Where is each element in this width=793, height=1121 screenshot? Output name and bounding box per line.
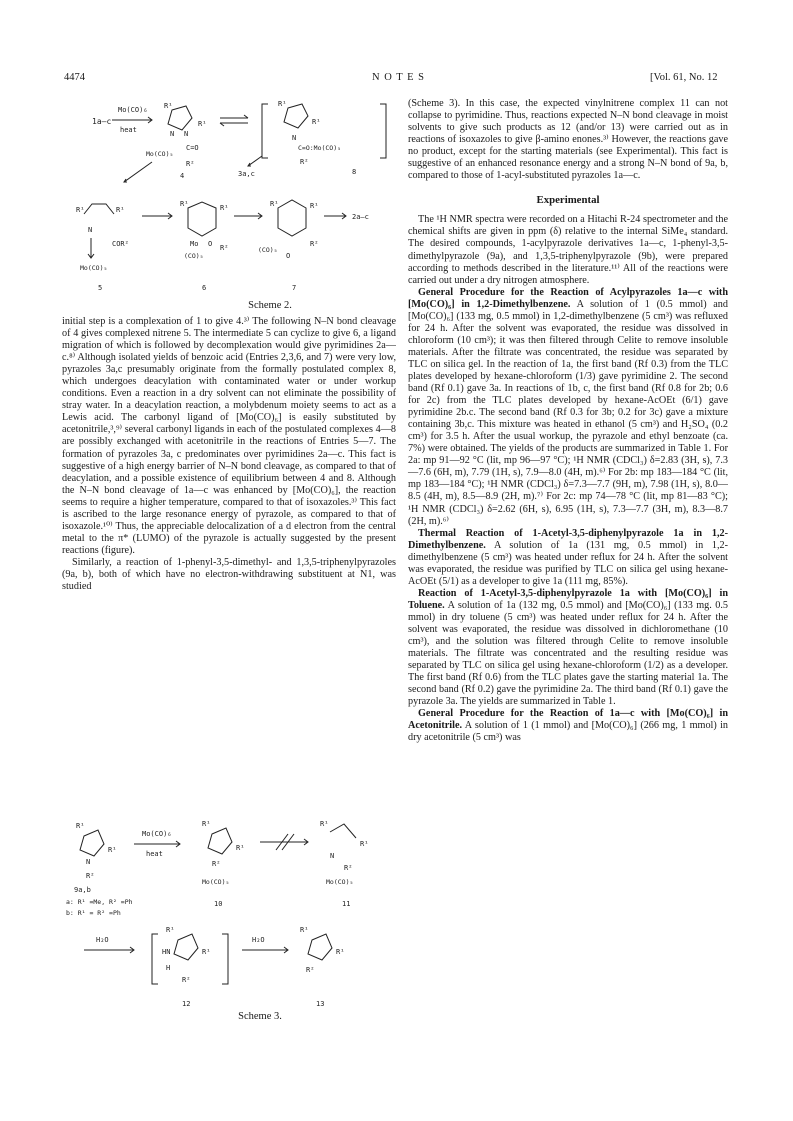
svg-text:R²: R² <box>344 864 353 872</box>
svg-text:Mo: Mo <box>190 240 199 248</box>
svg-text:R²: R² <box>186 160 195 168</box>
scheme3-number-10: 10 <box>214 900 223 908</box>
scheme3-number-12: 12 <box>182 1000 191 1008</box>
scheme3-number-13: 13 <box>316 1000 325 1008</box>
procedure-2-title: Thermal Reaction of 1-Acetyl-3,5-diphenylpyrazole 1a in 1,2-Dimethylbenzene. <box>408 527 728 551</box>
scheme2-condition-label: heat <box>120 126 137 134</box>
svg-text:Mo(CO)₅: Mo(CO)₅ <box>202 878 230 886</box>
svg-text:R¹: R¹ <box>278 100 287 108</box>
svg-text:H: H <box>166 964 171 972</box>
svg-text:R¹: R¹ <box>300 926 309 934</box>
procedure-2-body: A solution of 1a (131 mg, 0.5 mmol) in 1,2-dimethylbenzene (5 cm³) was heated under reflux for 24 h. After the solvent was evaporated, the residue was purified by TLC on silica gel using hexane-AcOEt (5/1) as a developer to give 1a (111 mg, 85%). <box>408 539 728 587</box>
svg-text:R²: R² <box>86 872 95 880</box>
svg-text:N: N <box>184 130 189 138</box>
svg-text:N: N <box>88 226 93 234</box>
scheme-3-caption: Scheme 3. <box>238 1011 282 1022</box>
experimental-intro: The ¹H NMR spectra were recorded on a Hitachi R-24 spectrometer and the chemical shifts are given in ppm (δ) relative to the internal SiMe₄ standard. The desired compounds, 1-acylpyrazole derivatives 1a—c, 1-phenyl-3,5-dimethylpyrazole (9a), and 1,3,5-triphenylpyrazole (9b), were prepared according to methods described in the literature.¹¹⁾ All of the reactions were carried out under a dry nitrogen atmosphere. <box>408 214 728 286</box>
scheme-2-figure <box>62 96 392 296</box>
left-paragraph-2: Similarly, a reaction of 1-phenyl-3,5-dimethyl- and 1,3,5-triphenylpyrazoles (9a, b), both of which have no electron-withdrawing substituent at N1, was studied <box>62 556 396 593</box>
page-number: 4474 <box>64 72 85 83</box>
svg-text:R²: R² <box>310 240 319 248</box>
procedure-3-body: A solution of 1a (132 mg, 0.5 mmol) and [Mo(CO)₆] (133 mg. 0.5 mmol) in dry toluene (5 cm³) was heated under reflux for 24 h. After the solvent was evaporated, the residue was dissolved in dichloromethane (10 cm³), and the solution was filtered through Celite to remove insoluble materials. The filtrate was concentrated and the resulting residue was separated by TLC on silica gel using hexane-chloroform (1/2) as a developer. The first band (Rf 0.6) from the TLC plates gave the starting material 1a. The second band (Rf 0.2) gave the pyrimidine 2a. The third band (Rf 0.1) gave the pyrazole 3a. The yields are summarized in Table 1. <box>408 599 728 708</box>
svg-text:R¹: R¹ <box>198 120 207 128</box>
svg-text:R¹: R¹ <box>220 204 229 212</box>
scheme2-ring-6 <box>188 202 216 236</box>
svg-text:R²: R² <box>300 158 309 166</box>
scheme2-pyrazole-label: 3a,c <box>238 170 255 178</box>
scheme2-nitrene-5 <box>84 204 114 214</box>
svg-text:HN: HN <box>162 948 171 956</box>
scheme2-ring-7 <box>278 200 306 236</box>
svg-text:(CO)₅: (CO)₅ <box>184 252 204 260</box>
svg-text:Mo(CO)₆: Mo(CO)₆ <box>142 830 172 838</box>
svg-text:R¹: R¹ <box>202 820 211 828</box>
scheme3-def-b: b: R¹ = R² =Ph <box>66 909 121 917</box>
scheme2-ring-8 <box>284 104 308 128</box>
scheme-2-caption: Scheme 2. <box>248 300 292 311</box>
scheme3-ring-12 <box>174 934 198 960</box>
volume-issue: [Vol. 61, No. 12 <box>650 72 718 83</box>
svg-text:O: O <box>208 240 213 248</box>
scheme2-reagent-label: Mo(CO)₆ <box>118 106 148 114</box>
scheme2-number-5: 5 <box>98 284 103 292</box>
svg-text:Mo(CO)₅: Mo(CO)₅ <box>80 264 108 272</box>
procedure-3-title: Reaction of 1-Acetyl-3,5-diphenylpyrazole 1a with [Mo(CO)₆] in Toluene. <box>408 587 728 611</box>
svg-text:N: N <box>86 858 91 866</box>
scheme2-number-7: 7 <box>292 284 297 292</box>
scheme3-label-9: 9a,b <box>74 886 91 894</box>
svg-text:R¹: R¹ <box>166 926 175 934</box>
svg-text:COR²: COR² <box>112 240 129 248</box>
experimental-heading: Experimental <box>536 194 600 207</box>
svg-text:N: N <box>330 852 335 860</box>
svg-text:R¹: R¹ <box>336 948 345 956</box>
svg-text:N: N <box>292 134 297 142</box>
svg-text:R¹: R¹ <box>202 948 211 956</box>
scheme3-def-a: a: R¹ =Me, R² =Ph <box>66 898 133 906</box>
scheme2-product-label: 2a—c <box>352 213 369 221</box>
procedure-1-title: General Procedure for the Reaction of Acylpyrazoles 1a—c with [Mo(CO)₆] in 1,2-Dimethylbenzene. <box>408 286 728 310</box>
svg-text:H₂O: H₂O <box>96 936 109 944</box>
svg-text:R²: R² <box>220 244 229 252</box>
right-column <box>408 98 728 744</box>
scheme3-ring-9 <box>80 830 104 856</box>
svg-text:R¹: R¹ <box>312 118 321 126</box>
svg-text:N: N <box>170 130 175 138</box>
left-paragraph-1: initial step is a complexation of 1 to give 4.³⁾ The following N–N bond cleavage of 4 gives complexed nitrene 5. The intermediate 5 can cyclize to give 6, a ligand migration of which is followed by decomplexation would give pyrimidines 2a—c.⁸⁾ Although isolated yields of benzoic acid (Entries 2,3,6, and 7) were very low, pyrazoles 3a,c presumably originate from the formally postulated complex 8, which undergoes deacylation with contaminated water or under workup conditions. Even a reaction in a dry solvent can not eliminate the possibility of stray water. In a deacylation reaction, a molybdenum moiety seems to act as a Lewis acid. The carbonyl ligand of [Mo(CO)₆] is easily substituted by acetonitrile,³,⁹⁾ several carbonyl ligands in each of the postulated complexes 4—8 are possibly exchanged with acetonitrile in the reactions of Entries 5—7. The formation of pyrazoles 3a, c predominates over pyrimidines 2a—c. This fact is suggestive of a high energy barrier of N–N bond cleavage, as compared to that of deacylation, and a possible existence of equilibrium between 4 and 8. Although the N–N bond cleavage of 1a—c was enhanced by [Mo(CO)₆], the reaction seems to require a higher temperature, compared to that of isoxazoles.³⁾ This fact is ascribed to the large resonance energy of pyrazole, as compared to that of isoxazole.¹⁰⁾ Thus, the appreciable delocalization of a d electron from the central metal to the π* (LUMO) of the pyrazole is actually suggested by the present reactions (figure). <box>62 316 396 556</box>
svg-text:R²: R² <box>182 976 191 984</box>
svg-text:heat: heat <box>146 850 163 858</box>
svg-text:Mo(CO)₅: Mo(CO)₅ <box>326 878 354 886</box>
running-title: N O T E S <box>372 72 425 83</box>
svg-text:(CO)₅: (CO)₅ <box>258 246 278 254</box>
left-column <box>62 316 396 593</box>
scheme3-ring-13 <box>308 934 332 960</box>
svg-text:R¹: R¹ <box>320 820 329 828</box>
svg-text:R¹: R¹ <box>310 202 319 210</box>
svg-text:C=O: C=O <box>186 144 199 152</box>
svg-text:H₂O: H₂O <box>252 936 265 944</box>
svg-text:R¹: R¹ <box>270 200 279 208</box>
scheme2-number-8: 8 <box>352 168 357 176</box>
svg-text:R¹: R¹ <box>360 840 369 848</box>
svg-text:R¹: R¹ <box>76 206 85 214</box>
scheme3-ring-10 <box>208 828 232 854</box>
svg-text:R²: R² <box>306 966 315 974</box>
svg-text:R²: R² <box>212 860 221 868</box>
svg-text:R¹: R¹ <box>180 200 189 208</box>
scheme2-reactant-label: 1a—c <box>92 117 112 126</box>
svg-text:R¹: R¹ <box>116 206 125 214</box>
scheme-3-figure <box>62 814 392 1014</box>
svg-text:R¹: R¹ <box>164 102 173 110</box>
svg-text:R¹: R¹ <box>76 822 85 830</box>
svg-text:C=O:Mo(CO)₅: C=O:Mo(CO)₅ <box>298 144 342 152</box>
scheme2-number-6: 6 <box>202 284 207 292</box>
scheme2-number-4: 4 <box>180 172 185 180</box>
svg-text:R¹: R¹ <box>108 846 117 854</box>
procedure-1-body: A solution of 1 (0.5 mmol) and [Mo(CO)₆] (133 mg, 0.5 mmol) in 1,2-dimethylbenzene (5 cm³) was refluxed for 24 h. After the solvent was evaporated, the residue was dissolved in chloroform (10 cm³); it was then filtered through Celite to remove insoluble materials. After the filtrate was concentrated, the residue was separated by TLC on silica gel. In the reaction of 1a, the first band (Rf 0.3) from the TLC plates developed by hexane-chloroform (1/3) gave pyrimidine 2. The second band (Rf 0.1) gave 3a. In reactions of 1b, c, the first band (Rf 0.8 for 2b; 0.6 for 2c) from the TLC plates developed by hexane-AcOEt (6/1) gave pyrimidine 2b.c. The second band (Rf 0.3 for 3b; 0.2 for 3c) gave a mixture containing 3b,c. This mixture was heated in ethanol (5 cm³) and H₂SO₄ (0.2 cm³) for 3.5 h. After the usual workup, the pyrazole and ethyl benzoate (ca. 7%) were obtained. The yields of the products are summarized in Table 1. For 2a: mp 91—92 °C (lit, mp 96—97 °C); ¹H NMR (CDCl₃) δ=2.83 (3H, s), 7.3—7.6 (6H, m), 7.79 (1H, s), 7.9—8.0 (4H, m).⁶⁾ For 2b: mp 183—184 °C (lit, mp 183—184 °C); ¹H NMR (CDCl₃) δ=7.3—7.7 (9H, m), 7.98 (1H, s), 8.0—8.5 (4H, m), 8.5—8.9 (2H, m).⁷⁾ For 2c: mp 74—78 °C (lit, mp 81—83 °C); ¹H NMR (CDCl₃) δ=2.62 (6H, s), 6.95 (1H, s), 7.3—7.7 (3H, m), 8.3—8.7 (2H, m).⁶⁾ <box>408 298 728 527</box>
svg-text:Mo(CO)₅: Mo(CO)₅ <box>146 150 174 158</box>
procedure-4-body: A solution of 1 (1 mmol) and [Mo(CO)₆] (266 mg, 1 mmol) in dry acetonitrile (5 cm³) was <box>408 720 729 744</box>
svg-text:R¹: R¹ <box>236 844 245 852</box>
procedure-4-title: General Procedure for the Reaction of 1a—c with [Mo(CO)₆] in Acetonitrile. <box>408 708 728 732</box>
scheme3-ring-11 <box>330 824 356 838</box>
svg-text:O: O <box>286 252 291 260</box>
scheme3-number-11: 11 <box>342 900 351 908</box>
right-paragraph-1: (Scheme 3). In this case, the expected vinylnitrene complex 11 can not collapse to pyrimidine. Thus, reactions expected N–N bond cleavage in moist solvents to give such products as 12 (and/or 13) were carried out as in reactions of isoxazoles to give β-amino enones.³⁾ However, the reactions gave no product, except for the starting materials (see Experimental). This fact is suggestive of an enhanced resonance energy and a strong N–N bond of 9a, b, compared to those of 1-acyl-substituted pyrazoles 1a—c. <box>408 98 728 182</box>
